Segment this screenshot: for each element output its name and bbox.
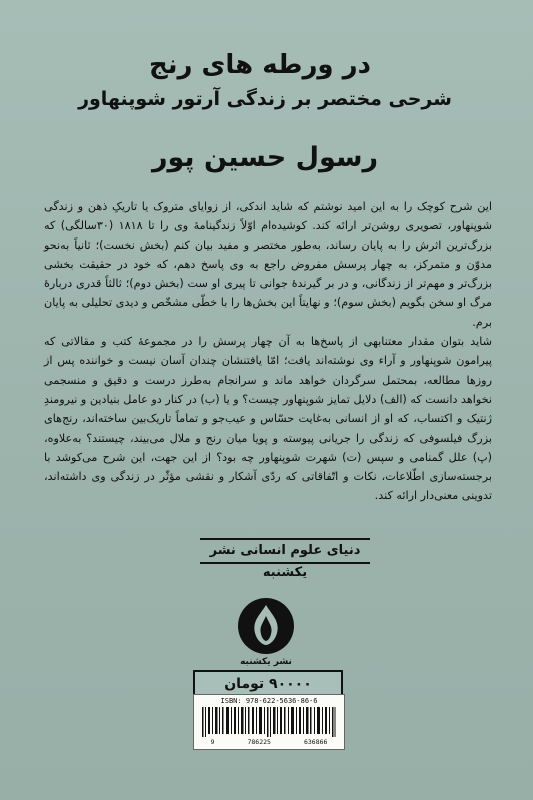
isbn-text: ISBN: 978-622-5636-86-6 xyxy=(220,697,318,705)
barcode-icon xyxy=(202,707,336,737)
price: ۹۰۰۰۰ تومان xyxy=(193,670,343,698)
flame-in-circle-icon xyxy=(236,596,296,656)
book-title: در ورطه های رنج xyxy=(149,50,371,80)
book-author: رسول حسین پور xyxy=(151,142,379,173)
barcode-digit-group: 636866 xyxy=(303,738,328,746)
book-subtitle: شرحی مختصر بر زندگی آرتور شوپنهاور xyxy=(78,88,452,110)
blurb-paragraph-1: این شرح کوچک را به این امید نوشتم که شاید اندکی، از زوایای متروک یا تاریکِ ذهن و زندگی شوپنهاور، تصویری روشن‌تر ارائه کند. کوشیده‌ام اوّلاً زندگینامهٔ وی را تا ۱۸۱۸ (۳۰سالگی) که بزرگ‌ترین اثرش را به پایان رساند، به‌طور مختصر و مفید بیان کنم (بخش نخست)؛ ثانیاً به‌نحو مدوّن و متمرکز، به چهار پرسش مفروض راجع به وی پاسخ دهم، که خود در حقیقت بخشی بزرگ‌تر و مهم‌تر از زندگانی، و در بر گیرندهٔ جوانی تا پیری او ست (بخش دوم)؛ ثالثاً قدری دربارهٔ مرگ او سخن بگویم (بخش سوم)؛ و نهایتاً این بخش‌ها را با خطّی مشخّص و دیدی تحلیلی به پایان برم. xyxy=(44,200,493,329)
isbn-barcode xyxy=(193,694,345,750)
barcode-digits xyxy=(194,738,344,746)
barcode-digit-group: 786225 xyxy=(247,738,271,746)
barcode-digit-group: 9 xyxy=(210,738,215,746)
blurb xyxy=(44,197,492,506)
blurb-paragraph-2: شاید بتوان مقدار معتنابهی از پاسخ‌ها به آن چهار پرسش را در مجموعهٔ کتب و مقالاتی که پیرامون شوپنهاور و آراء وی نوشته‌اند یافت؛ امّا یافتنشان چندان آسان نیست و خواننده پس از روزها مطالعه، بمحتمل سرگردان خواهد ماند و سرانجام به‌طرز درست و دقیق و منسجمی نخواهد دانست که (الف) دلایل تمایز شوپنهاور چیست؟ و یا (ب) در کنار دو عامل بنیادین و نیرومندِ ژنتیک و اکتساب، که او از انسانی به‌غایت حسّاس و عیب‌جو و تماماً تاریک‌بین ساخته‌اند، رنج‌های بزرگ فیلسوفی که زندگی را جریانی پیوسته و پویا میان رنج و ملال می‌بیند، چیستند؟ به‌علاوه، (پ) علل گمنامی و سپس (ت) شهرت شوپنهاور چه بود؟ از این جهت، این شرح می‌کوشد با برجسته‌سازی اطّلاعات، نکات و اتّفاقاتی که ردّی آشکار و نقشی مؤثّر در زندگی وی داشته‌اند، تدوینی معنی‌دار ارائه کند. xyxy=(44,335,492,503)
publisher-name: نشر یکشنبه xyxy=(240,657,292,667)
series-label: دنیای علوم انسانی نشر یکشنبه xyxy=(200,538,370,564)
